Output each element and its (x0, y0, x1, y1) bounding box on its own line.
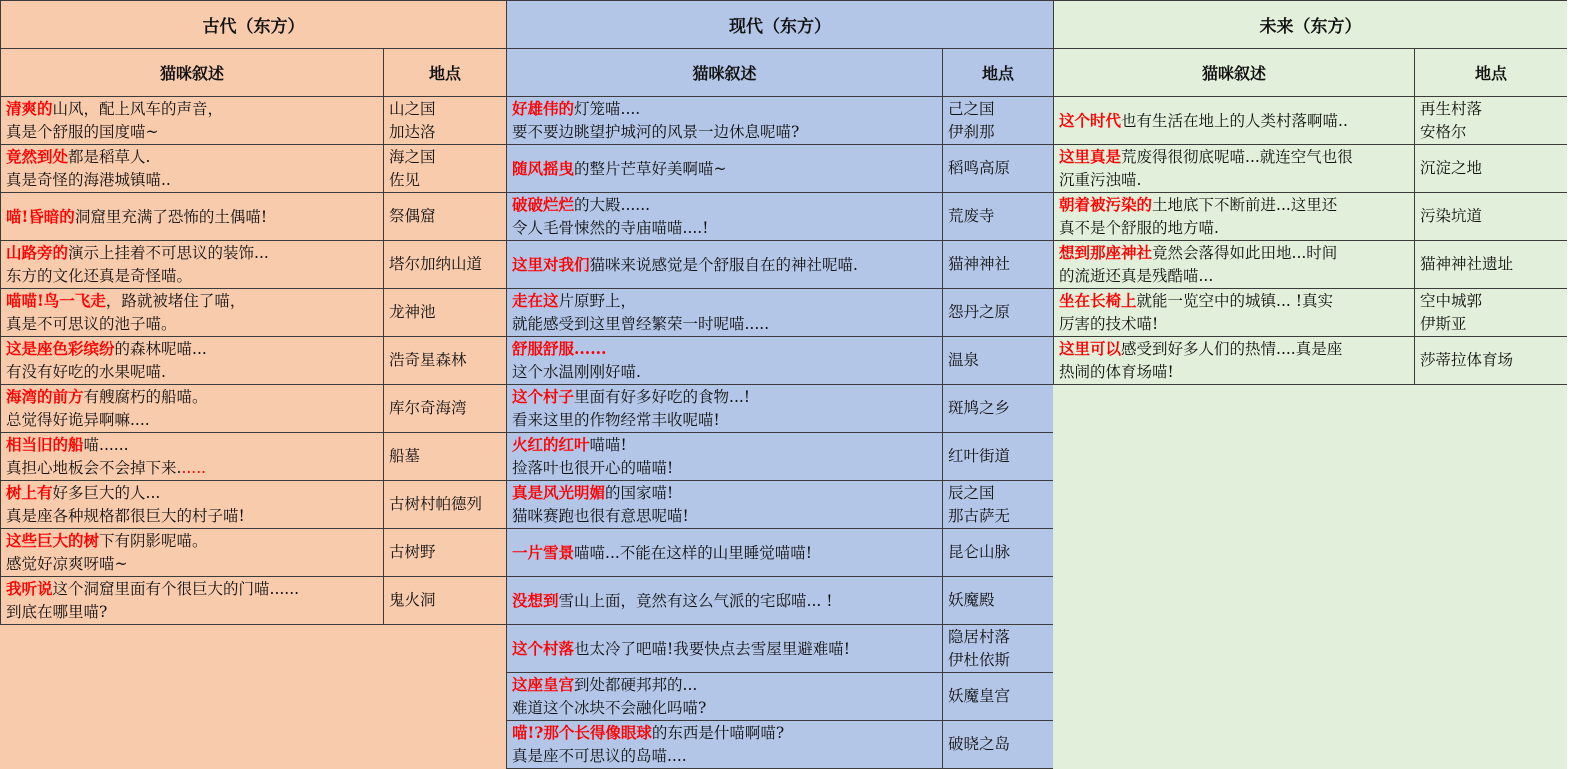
place-cell (384, 241, 507, 289)
narration-line-1 (1059, 241, 1414, 265)
narration-line-2 (6, 361, 383, 384)
narration-text: 的森林呢喵... (114, 340, 207, 358)
highlight-text: 海湾的前方 (6, 387, 84, 406)
place-cell (384, 433, 507, 481)
table-row (507, 193, 1054, 241)
place-cell (1415, 193, 1568, 241)
narration-line-1 (512, 157, 942, 181)
table-row (507, 577, 1054, 625)
narration-line-2 (1059, 313, 1414, 336)
narration-text: 热闹的体育场喵! (1059, 363, 1174, 381)
place-name: 龙神池 (389, 303, 436, 321)
narration-cell (1054, 241, 1415, 289)
highlight-text: ..... (181, 459, 207, 477)
place-cell (943, 577, 1054, 625)
narration-cell (1054, 337, 1415, 385)
right-margin (1567, 0, 1576, 769)
table-row (1, 193, 507, 241)
place-name: 红叶街道 (948, 447, 1011, 465)
narration-cell (507, 289, 943, 337)
highlight-text: 喵!昏暗的 (6, 206, 75, 226)
table-row (507, 337, 1054, 385)
narration-line-1 (1059, 289, 1414, 313)
place-name: 塔尔加纳山道 (389, 255, 483, 273)
narration-text: 好多巨大的人... (52, 484, 161, 502)
narration-text: 演示上挂着不可思议的装饰... (68, 244, 269, 262)
narration-line-2 (512, 409, 942, 432)
narration-line-2 (6, 457, 383, 480)
place-name: 隐居村落 (948, 627, 1011, 646)
place-name: 斑鸠之乡 (948, 399, 1011, 417)
narration-text: 厉害的技术喵! (1059, 315, 1159, 333)
highlight-text: 喵喵!鸟一飞走 (6, 291, 106, 310)
place-name: 古树野 (389, 543, 436, 561)
narration-line-1 (1059, 145, 1414, 169)
narration-line-1 (512, 541, 942, 565)
column-header-narration: 猫咪叙述 (507, 49, 943, 97)
narration-text: 土地底下不断前进...这里还 (1152, 196, 1338, 214)
table-row (1, 337, 507, 385)
place-subname: 加达洛 (389, 122, 436, 141)
narration-line-1 (512, 289, 942, 313)
narration-line-1 (512, 433, 942, 457)
narration-text: 的整片芒草好美啊喵~ (574, 159, 727, 178)
column-header-place: 地点 (384, 49, 507, 97)
ancient-table (0, 0, 507, 625)
narration-text: 真是奇怪的海港城镇喵.. (6, 171, 171, 189)
narration-cell (1, 433, 384, 481)
place-cell (943, 193, 1054, 241)
place-name: 猫神神社遗址 (1420, 255, 1514, 273)
narration-text: 喵...... (83, 436, 129, 454)
narration-cell (1, 529, 384, 577)
place-name: 辰之国 (948, 483, 995, 502)
narration-line-1 (1059, 193, 1414, 217)
place-cell (384, 289, 507, 337)
place-cell (943, 337, 1054, 385)
place-cell (1415, 241, 1568, 289)
table-row (1, 529, 507, 577)
narration-cell (1, 241, 384, 289)
highlight-text: 舒服舒服...... (512, 339, 607, 358)
place-cell (943, 529, 1054, 577)
narration-cell (507, 241, 943, 289)
place-name: 己之国 (948, 99, 995, 118)
narration-line-1 (6, 481, 383, 505)
narration-text: 的大殿...... (574, 196, 651, 214)
table-row (507, 721, 1054, 769)
future-table (1053, 0, 1568, 385)
narration-text: 令人毛骨悚然的寺庙喵喵....! (512, 219, 709, 237)
place-subname: 伊斯亚 (1420, 314, 1467, 333)
narration-line-1 (6, 529, 383, 553)
narration-cell (1, 385, 384, 433)
narration-text: 这个水温刚刚好喵. (512, 363, 641, 381)
narration-text: 竟然会落得如此田地...时间 (1152, 244, 1338, 262)
narration-line-2 (6, 265, 383, 288)
highlight-text: 没想到 (512, 590, 559, 610)
narration-line-1 (6, 577, 383, 601)
narration-text: 灯笼喵.... (574, 100, 641, 118)
narration-line-2 (1059, 265, 1414, 288)
narration-text: 也有生活在地上的人类村落啊喵.. (1121, 111, 1348, 130)
place-cell (384, 337, 507, 385)
narration-text: 到底在哪里喵? (6, 603, 108, 621)
highlight-text: 这个村子 (512, 387, 575, 406)
narration-text: 真是个舒服的国度喵~ (6, 123, 159, 141)
highlight-text: 好雄伟的 (512, 99, 575, 118)
place-cell (943, 433, 1054, 481)
narration-cell (507, 193, 943, 241)
place-subname: 伊刹那 (948, 122, 995, 141)
narration-text: 真是不可思议的池子喵。 (6, 315, 177, 333)
place-cell (1415, 145, 1568, 193)
narration-cell (507, 145, 943, 193)
narration-text: 就能感受到这里曾经繁荣一时呢喵..... (512, 315, 770, 333)
narration-line-1 (6, 433, 383, 457)
narration-line-2 (6, 169, 383, 192)
narration-text: 总觉得好诡异啊嘛.... (6, 411, 150, 429)
table-row (507, 97, 1054, 145)
narration-text: 这个洞窟里面有个很巨大的门喵...... (52, 580, 300, 598)
place-name: 空中城郭 (1420, 291, 1483, 310)
narration-line-1 (512, 337, 942, 361)
narration-line-1 (512, 481, 942, 505)
place-name: 浩奇星森林 (389, 351, 467, 369)
narration-line-2 (512, 121, 942, 144)
narration-text: 都是稻草人. (68, 148, 151, 166)
narration-line-2 (6, 313, 383, 336)
place-name: 山之国 (389, 99, 436, 118)
narration-text: 到处都硬邦邦的... (574, 676, 698, 694)
narration-text: 要不要边眺望护城河的风景一边休息呢喵? (512, 123, 800, 141)
highlight-text: 真是风光明媚 (512, 483, 606, 502)
narration-cell (507, 337, 943, 385)
place-cell (943, 289, 1054, 337)
narration-text: 有艘腐朽的船喵。 (83, 388, 208, 406)
place-cell (943, 721, 1054, 769)
narration-cell (1, 145, 384, 193)
narration-text: 真不是个舒服的地方喵. (1059, 219, 1219, 237)
modern-section (506, 0, 1053, 769)
narration-cell (507, 721, 943, 769)
narration-text: 雪山上面，竟然有这么气派的宅邸喵... ! (558, 591, 833, 610)
narration-text: 感觉好凉爽呀喵~ (6, 555, 128, 573)
highlight-text: 破破烂烂 (512, 195, 575, 214)
table-row (507, 529, 1054, 577)
table-row (507, 145, 1054, 193)
highlight-text: 山路旁的 (6, 243, 69, 262)
highlight-text: 朝着被污染的 (1059, 195, 1153, 214)
place-name: 古树村帕德列 (389, 495, 483, 513)
narration-cell (1054, 145, 1415, 193)
narration-line-1 (512, 97, 942, 121)
narration-line-1 (512, 193, 942, 217)
narration-text: 捡落叶也很开心的喵喵! (512, 459, 674, 477)
narration-text: 看来这里的作物经常丰收呢喵! (512, 411, 720, 429)
narration-cell (1054, 289, 1415, 337)
narration-line-1 (512, 637, 942, 661)
place-name: 温泉 (948, 351, 980, 369)
table-row (1, 433, 507, 481)
highlight-text: 这个时代 (1059, 110, 1122, 130)
table-row (507, 289, 1054, 337)
table-row (507, 433, 1054, 481)
narration-cell (1, 577, 384, 625)
table-row (1, 97, 507, 145)
place-name: 沉淀之地 (1420, 159, 1483, 177)
place-cell (943, 97, 1054, 145)
table-row (507, 481, 1054, 529)
narration-cell (507, 385, 943, 433)
table-row (1, 481, 507, 529)
highlight-text: 走在这 (512, 291, 559, 310)
narration-cell (1, 481, 384, 529)
place-subname: 佐见 (389, 170, 421, 189)
place-name: 昆仑山脉 (948, 543, 1011, 561)
highlight-text: 这里对我们 (512, 254, 590, 274)
narration-line-1 (6, 385, 383, 409)
table-row (1, 289, 507, 337)
narration-text: 难道这个冰块不会融化吗喵? (512, 699, 707, 717)
ancient-title: 古代（东方） (1, 1, 507, 49)
narration-line-2 (512, 313, 942, 336)
narration-line-1 (1059, 109, 1414, 133)
table-row (1054, 241, 1568, 289)
place-cell (943, 673, 1054, 721)
table-row (1054, 145, 1568, 193)
narration-cell (507, 97, 943, 145)
narration-cell (507, 433, 943, 481)
place-name: 莎蒂拉体育场 (1420, 351, 1514, 369)
narration-line-2 (1059, 217, 1414, 240)
highlight-text: 随风摇曳 (512, 158, 575, 178)
narration-text: 猫咪来说感觉是个舒服自在的神社呢喵. (589, 255, 858, 274)
narration-text: 东方的文化还真是奇怪喵。 (6, 267, 193, 285)
narration-text: 真是座不可思议的岛喵.... (512, 747, 687, 765)
highlight-text: 这个村落 (512, 638, 575, 658)
highlight-text: 坐在长椅上 (1059, 291, 1137, 310)
place-cell (384, 97, 507, 145)
modern-table (506, 0, 1054, 769)
narration-line-2 (512, 457, 942, 480)
narration-line-1 (6, 145, 383, 169)
narration-line-2 (512, 217, 942, 240)
narration-line-2 (6, 601, 383, 624)
place-name: 鬼火洞 (389, 591, 436, 609)
narration-cell (1054, 193, 1415, 241)
narration-line-2 (512, 697, 942, 720)
highlight-text: 清爽的 (6, 99, 53, 118)
narration-text: 感受到好多人们的热情....真是座 (1121, 340, 1343, 358)
place-name: 污染坑道 (1420, 207, 1483, 225)
place-cell (943, 241, 1054, 289)
place-cell (384, 145, 507, 193)
narration-line-1 (1059, 337, 1414, 361)
narration-line-1 (512, 673, 942, 697)
place-cell (943, 385, 1054, 433)
highlight-text: 这些巨大的树 (6, 531, 100, 550)
table-row (1054, 289, 1568, 337)
place-name: 怨丹之原 (948, 303, 1011, 321)
narration-line-2 (1059, 169, 1414, 192)
narration-text: 的国家喵! (605, 484, 674, 502)
highlight-text: 树上有 (6, 483, 53, 502)
narration-text: 喵喵! (589, 436, 627, 454)
narration-text: 猫咪赛跑也很有意思呢喵! (512, 507, 689, 525)
narration-text: 有没有好吃的水果呢喵. (6, 363, 166, 381)
table-row (507, 673, 1054, 721)
place-name: 妖魔殿 (948, 591, 995, 609)
narration-text: 喵喵...不能在这样的山里睡觉喵喵! (574, 543, 813, 562)
place-cell (384, 577, 507, 625)
narration-line-1 (512, 253, 942, 277)
narration-text: 沉重污浊喵. (1059, 171, 1142, 189)
place-cell (943, 625, 1054, 673)
narration-cell (507, 673, 943, 721)
highlight-text: 我听说 (6, 579, 53, 598)
table-row (1054, 193, 1568, 241)
narration-line-2 (1059, 361, 1414, 384)
place-cell (384, 529, 507, 577)
place-cell (1415, 337, 1568, 385)
table-row (1, 145, 507, 193)
narration-cell (507, 625, 943, 673)
place-cell (384, 385, 507, 433)
place-cell (1415, 289, 1568, 337)
highlight-text: 想到那座神社 (1059, 243, 1153, 262)
place-name: 海之国 (389, 147, 436, 166)
narration-cell (1, 289, 384, 337)
modern-title: 现代（东方） (507, 1, 1054, 49)
narration-line-2 (6, 409, 383, 432)
column-header-narration: 猫咪叙述 (1, 49, 384, 97)
narration-line-1 (512, 385, 942, 409)
narration-line-2 (512, 505, 942, 528)
place-name: 猫神神社 (948, 255, 1011, 273)
narration-text: 就能一览空中的城镇... !真实 (1136, 292, 1333, 310)
place-subname: 安格尔 (1420, 122, 1467, 141)
place-name: 荒废寺 (948, 207, 995, 225)
narration-cell (1, 193, 384, 241)
narration-cell (1, 337, 384, 385)
narration-text: 真担心地板会不会掉下来. (6, 459, 182, 477)
narration-line-2 (6, 553, 383, 576)
narration-text: 的东西是什喵啊喵? (651, 724, 785, 742)
highlight-text: 火红的红叶 (512, 435, 590, 454)
narration-cell (507, 577, 943, 625)
place-cell (1415, 97, 1568, 145)
narration-line-1 (6, 97, 383, 121)
narration-text: 洞窟里充满了恐怖的土偶喵! (74, 207, 268, 226)
narration-text: 里面有好多好吃的食物...! (574, 388, 751, 406)
narration-cell (507, 529, 943, 577)
place-cell (943, 481, 1054, 529)
place-name: 稻鸣高原 (948, 159, 1011, 177)
narration-text: 片原野上， (558, 292, 637, 310)
narration-cell (1, 97, 384, 145)
narration-line-1 (6, 289, 383, 313)
highlight-text: 这里真是 (1059, 147, 1122, 166)
column-header-place: 地点 (1415, 49, 1568, 97)
place-subname: 伊杜依斯 (948, 650, 1011, 669)
narration-line-2 (512, 745, 942, 768)
narration-text: ，路就被堵住了喵， (105, 292, 246, 310)
place-name: 祭偶窟 (389, 207, 436, 225)
highlight-text: 相当旧的船 (6, 435, 84, 454)
table-row (1, 385, 507, 433)
place-cell (384, 193, 507, 241)
place-name: 船墓 (389, 447, 421, 465)
narration-text: 山风，配上风车的声音， (52, 100, 224, 118)
table-row (507, 625, 1054, 673)
narration-line-2 (512, 361, 942, 384)
narration-cell (507, 481, 943, 529)
table-row (1054, 97, 1568, 145)
narration-line-1 (512, 721, 942, 745)
highlight-text: 一片雪景 (512, 542, 575, 562)
table-row (1, 241, 507, 289)
narration-line-2 (6, 121, 383, 144)
column-header-place: 地点 (943, 49, 1054, 97)
table-row (507, 241, 1054, 289)
narration-line-1 (6, 241, 383, 265)
narration-cell (1054, 97, 1415, 145)
place-cell (384, 481, 507, 529)
narration-text: 的流逝还真是残酷喵... (1059, 267, 1214, 285)
narration-text: 也太冷了吧喵!我要快点去雪屋里避难喵! (574, 639, 850, 658)
narration-line-1 (6, 205, 383, 229)
narration-text: 真是座各种规格都很巨大的村子喵! (6, 507, 245, 525)
column-header-narration: 猫咪叙述 (1054, 49, 1415, 97)
highlight-text: 这里可以 (1059, 339, 1122, 358)
place-name: 库尔奇海湾 (389, 399, 467, 417)
narration-line-1 (512, 589, 942, 613)
future-title: 未来（东方） (1054, 1, 1568, 49)
highlight-text: 这座皇宫 (512, 675, 575, 694)
table-row (507, 385, 1054, 433)
highlight-text: 竟然到处 (6, 147, 69, 166)
narration-line-2 (6, 505, 383, 528)
ancient-section (0, 0, 506, 769)
place-name: 破晓之岛 (948, 735, 1011, 753)
table-row (1054, 337, 1568, 385)
narration-text: 下有阴影呢喵。 (99, 532, 208, 550)
future-section (1053, 0, 1567, 769)
place-name: 再生村落 (1420, 99, 1483, 118)
table-row (1, 577, 507, 625)
narration-line-1 (6, 337, 383, 361)
place-subname: 那古萨无 (948, 506, 1011, 525)
highlight-text: 喵!?那个长得像眼球 (512, 723, 652, 742)
narration-text: 荒废得很彻底呢喵...就连空气也很 (1121, 148, 1353, 166)
highlight-text: 这是座色彩缤纷 (6, 339, 115, 358)
place-cell (943, 145, 1054, 193)
place-name: 妖魔皇宫 (948, 687, 1011, 705)
